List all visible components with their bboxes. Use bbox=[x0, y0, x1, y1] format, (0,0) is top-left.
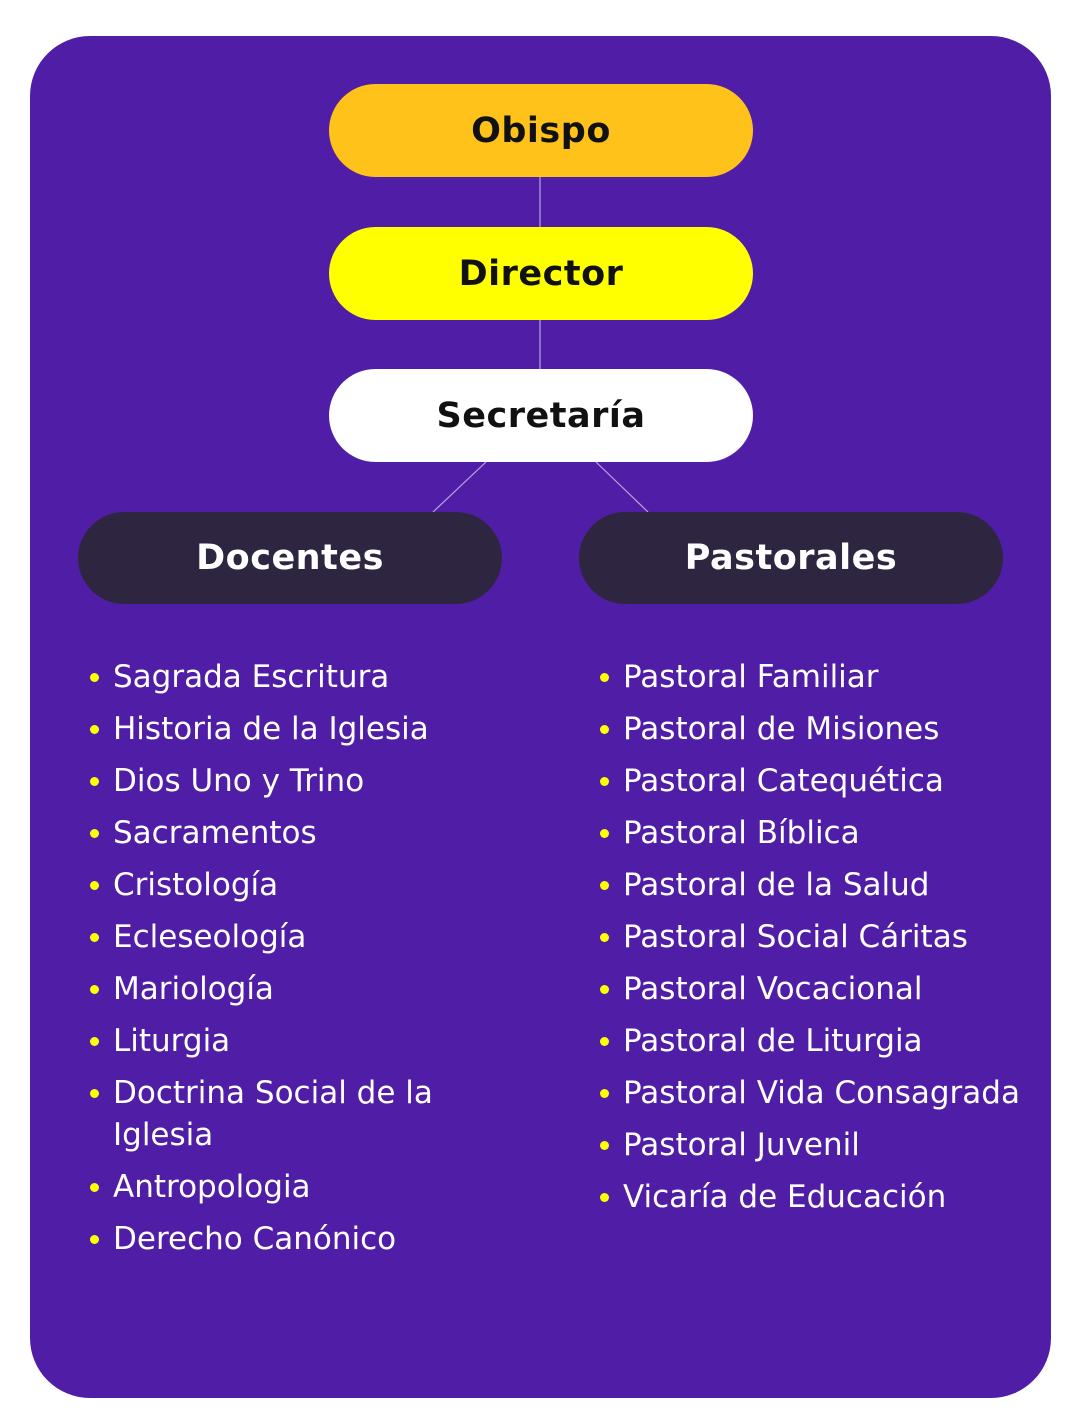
list-item bbox=[88, 812, 528, 854]
list-item bbox=[598, 1124, 1048, 1166]
bullet-icon bbox=[600, 829, 609, 838]
list-item bbox=[598, 812, 1048, 854]
obispo-node: Obispo bbox=[329, 84, 753, 177]
pastorales-node: Pastorales bbox=[579, 512, 1003, 604]
list-item bbox=[598, 1072, 1048, 1114]
list-item-label: Pastoral de Misiones bbox=[623, 711, 940, 747]
bullet-icon bbox=[600, 777, 609, 786]
list-item bbox=[598, 656, 1048, 698]
list-item bbox=[88, 1020, 528, 1062]
bullet-icon bbox=[90, 985, 99, 994]
list-item bbox=[598, 1020, 1048, 1062]
list-item bbox=[598, 760, 1048, 802]
list-item bbox=[88, 864, 528, 906]
list-item bbox=[88, 708, 528, 750]
list-item-label: Historia de la Iglesia bbox=[113, 711, 429, 747]
list-item bbox=[88, 1072, 528, 1156]
list-item-label: Pastoral Vida Consagrada bbox=[623, 1075, 1020, 1111]
bullet-icon bbox=[90, 829, 99, 838]
secretaria-node: Secretaría bbox=[329, 369, 753, 462]
list-item bbox=[598, 708, 1048, 750]
list-item-label: Dios Uno y Trino bbox=[113, 763, 365, 799]
director-node: Director bbox=[329, 227, 753, 320]
list-item-label: Pastoral Familiar bbox=[623, 659, 879, 695]
list-item bbox=[598, 968, 1048, 1010]
list-item-label: Ecleseología bbox=[113, 919, 307, 955]
list-item-label: Antropologia bbox=[113, 1169, 311, 1205]
list-item-label: Pastoral Vocacional bbox=[623, 971, 923, 1007]
list-item-label: Derecho Canónico bbox=[113, 1221, 397, 1257]
list-item-label: Vicaría de Educación bbox=[623, 1179, 947, 1215]
list-item-label: Cristología bbox=[113, 867, 279, 903]
list-item-label: Pastoral de Liturgia bbox=[623, 1023, 923, 1059]
list-item-label: Pastoral de la Salud bbox=[623, 867, 930, 903]
list-item bbox=[598, 1176, 1048, 1218]
list-item bbox=[598, 916, 1048, 958]
bullet-icon bbox=[600, 985, 609, 994]
list-item-label: Sagrada Escritura bbox=[113, 659, 390, 695]
bullet-icon bbox=[600, 1193, 609, 1202]
bullet-icon bbox=[90, 1235, 99, 1244]
bullet-icon bbox=[90, 881, 99, 890]
bullet-icon bbox=[90, 1037, 99, 1046]
bullet-icon bbox=[90, 1089, 99, 1098]
list-item-label: Pastoral Bíblica bbox=[623, 815, 860, 851]
bullet-icon bbox=[600, 1037, 609, 1046]
bullet-icon bbox=[90, 777, 99, 786]
list-item bbox=[88, 656, 528, 698]
docentes-list bbox=[88, 656, 528, 1270]
bullet-icon bbox=[600, 933, 609, 942]
bullet-icon bbox=[90, 933, 99, 942]
list-item-label: Pastoral Catequética bbox=[623, 763, 944, 799]
list-item-label: Doctrina Social de la Iglesia bbox=[113, 1075, 433, 1153]
list-item-label: Pastoral Social Cáritas bbox=[623, 919, 968, 955]
list-item-label: Pastoral Juvenil bbox=[623, 1127, 860, 1163]
bullet-icon bbox=[90, 725, 99, 734]
bullet-icon bbox=[600, 1141, 609, 1150]
list-item-label: Liturgia bbox=[113, 1023, 231, 1059]
list-item bbox=[88, 1166, 528, 1208]
bullet-icon bbox=[600, 673, 609, 682]
docentes-node: Docentes bbox=[78, 512, 502, 604]
bullet-icon bbox=[600, 725, 609, 734]
bullet-icon bbox=[600, 1089, 609, 1098]
bullet-icon bbox=[90, 1183, 99, 1192]
bullet-icon bbox=[90, 673, 99, 682]
list-item-label: Sacramentos bbox=[113, 815, 317, 851]
bullet-icon bbox=[600, 881, 609, 890]
list-item bbox=[88, 916, 528, 958]
list-item bbox=[598, 864, 1048, 906]
pastorales-list bbox=[598, 656, 1048, 1228]
list-item-label: Mariología bbox=[113, 971, 274, 1007]
list-item bbox=[88, 1218, 528, 1260]
list-item bbox=[88, 968, 528, 1010]
list-item bbox=[88, 760, 528, 802]
